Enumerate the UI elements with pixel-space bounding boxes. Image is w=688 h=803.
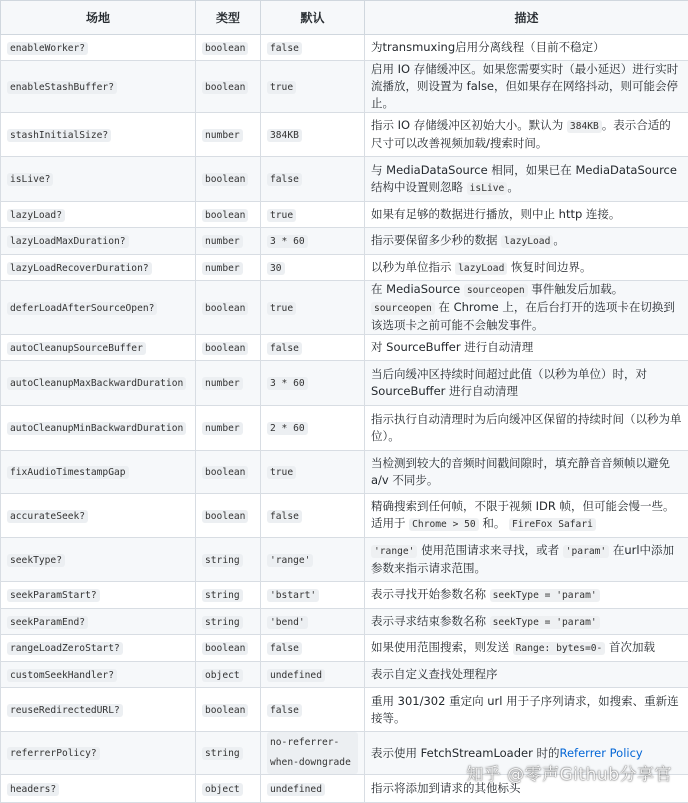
type-cell-value: object	[202, 669, 243, 682]
table-row	[1, 662, 688, 688]
description-text: 表示寻找开始参数名称	[371, 587, 490, 601]
default-cell-value: undefined	[267, 783, 325, 796]
description-cell	[365, 451, 688, 494]
description-text: 在 MediaSource	[371, 282, 464, 296]
default-cell	[261, 775, 365, 803]
type-cell-value: number	[202, 129, 243, 142]
field-cell-value: lazyLoadRecoverDuration?	[7, 262, 152, 275]
type-cell-value: number	[202, 422, 243, 435]
description-text: 。	[507, 180, 519, 194]
table-row	[1, 228, 688, 255]
description-cell	[365, 202, 688, 228]
type-cell	[196, 361, 261, 406]
field-cell	[1, 688, 196, 732]
type-cell-value: string	[202, 747, 243, 760]
default-cell-value: false	[267, 173, 302, 186]
default-cell-value: true	[267, 81, 296, 94]
type-cell	[196, 635, 261, 662]
type-cell-value: boolean	[202, 704, 248, 717]
default-cell-value: 'bend'	[267, 616, 308, 629]
inline-code: lazyLoad	[501, 235, 553, 248]
description-text: 。表示合适的尺寸可以改善视频加载/搜索时间。	[371, 118, 671, 150]
field-cell	[1, 494, 196, 538]
field-cell-value: accurateSeek?	[7, 510, 88, 523]
type-cell	[196, 202, 261, 228]
table-row	[1, 582, 688, 609]
description-cell	[365, 582, 688, 609]
inline-code: seekType = 'param'	[490, 589, 600, 602]
header-field: 场地	[1, 1, 196, 35]
field-cell-value: rangeLoadZeroStart?	[7, 642, 123, 655]
field-cell-value: seekParamStart?	[7, 589, 100, 602]
default-cell	[261, 582, 365, 609]
description-text: 表示自定义查找处理程序	[371, 667, 498, 681]
default-cell	[261, 688, 365, 732]
description-text: 表示寻求结束参数名称	[371, 614, 490, 628]
type-cell	[196, 732, 261, 775]
table-row	[1, 609, 688, 635]
field-cell-value: headers?	[7, 783, 59, 796]
type-cell	[196, 538, 261, 582]
type-cell-value: string	[202, 554, 243, 567]
field-cell-value: seekParamEnd?	[7, 616, 88, 629]
field-cell	[1, 538, 196, 582]
field-cell-value: enableWorker?	[7, 42, 88, 55]
field-cell	[1, 61, 196, 113]
default-cell	[261, 202, 365, 228]
type-cell	[196, 609, 261, 635]
inline-code: Chrome > 50	[409, 518, 479, 531]
field-cell-value: enableStashBuffer?	[7, 81, 117, 94]
default-cell-value: 'bstart'	[267, 589, 319, 602]
default-cell	[261, 732, 365, 775]
inline-code: lazyLoad	[455, 262, 507, 275]
default-cell-value: false	[267, 704, 302, 717]
field-cell	[1, 406, 196, 451]
default-cell	[261, 635, 365, 662]
field-cell	[1, 732, 196, 775]
field-cell-value: autoCleanupMaxBackwardDuration	[7, 377, 186, 390]
default-cell-value: undefined	[267, 669, 325, 682]
description-cell	[365, 335, 688, 361]
field-cell-value: stashInitialSize?	[7, 129, 111, 142]
type-cell	[196, 228, 261, 255]
default-cell	[261, 451, 365, 494]
inline-code: isLive	[467, 182, 508, 195]
header-type: 类型	[196, 1, 261, 35]
description-text: 在url中添加参数来指示请求范围。	[371, 543, 674, 575]
description-cell	[365, 538, 688, 582]
field-cell	[1, 361, 196, 406]
table-row	[1, 202, 688, 228]
type-cell	[196, 406, 261, 451]
description-cell	[365, 494, 688, 538]
field-cell	[1, 775, 196, 803]
description-text: 使用范围请求来寻找，或者	[417, 543, 562, 557]
description-text: 如果有足够的数据进行播放，则中止 http 连接。	[371, 207, 620, 221]
default-cell	[261, 662, 365, 688]
description-text: 启用 IO 存储缓冲区。如果您需要实时（最小延迟）进行实时流播放，则设置为 false，但如果存在网络抖动，则可能会停止。	[371, 62, 678, 110]
type-cell	[196, 775, 261, 803]
default-cell	[261, 494, 365, 538]
type-cell-value: boolean	[202, 209, 248, 222]
field-cell	[1, 255, 196, 281]
default-cell-value: true	[267, 209, 296, 222]
default-cell	[261, 335, 365, 361]
field-cell	[1, 609, 196, 635]
field-cell-value: autoCleanupMinBackwardDuration	[7, 422, 186, 435]
description-cell	[365, 113, 688, 157]
description-text: 指示执行自动清理时为后向缓冲区保留的持续时间（以秒为单位）。	[371, 412, 682, 443]
field-cell-value: autoCleanupSourceBuffer	[7, 342, 146, 355]
default-cell-value: true	[267, 466, 296, 479]
description-text: 指示 IO 存储缓冲区初始大小。默认为	[371, 118, 567, 132]
description-cell	[365, 157, 688, 202]
default-cell	[261, 228, 365, 255]
description-cell	[365, 361, 688, 406]
default-cell-value: 2 * 60	[267, 422, 308, 435]
inline-code: Range: bytes=0-	[513, 642, 606, 655]
type-cell-value: boolean	[202, 342, 248, 355]
description-text: 当后向缓冲区持续时间超过此值（以秒为单位）时，对 SourceBuffer 进行自动清理	[371, 367, 647, 398]
description-cell	[365, 406, 688, 451]
description-cell	[365, 255, 688, 281]
header-description: 描述	[365, 1, 688, 35]
description-cell	[365, 688, 688, 732]
type-cell	[196, 61, 261, 113]
table-row	[1, 494, 688, 538]
table-row	[1, 35, 688, 61]
field-cell	[1, 335, 196, 361]
description-text: 如果使用范围搜索，则发送	[371, 640, 513, 654]
description-text: 重用 301/302 重定向 url 用于子序列请求，如搜索、重新连接等。	[371, 694, 679, 725]
description-cell	[365, 61, 688, 113]
field-cell	[1, 113, 196, 157]
type-cell-value: string	[202, 589, 243, 602]
table-header-row	[1, 1, 688, 35]
inline-code: 'param'	[563, 545, 609, 558]
description-text: 与 MediaDataSource 相同，如果已在 MediaDataSource 结构中设置则忽略	[371, 163, 677, 194]
description-text: 精确搜索到任何帧，不限于视频 IDR 帧，但可能会慢一些。适用于	[371, 499, 675, 530]
type-cell	[196, 35, 261, 61]
type-cell	[196, 113, 261, 157]
type-cell-value: string	[202, 616, 243, 629]
type-cell	[196, 494, 261, 538]
field-cell	[1, 281, 196, 335]
type-cell-value: object	[202, 783, 243, 796]
field-cell-value: fixAudioTimestampGap	[7, 466, 129, 479]
field-cell-value: seekType?	[7, 554, 65, 567]
field-cell	[1, 202, 196, 228]
description-text: 表示使用 FetchStreamLoader 时的	[371, 746, 560, 760]
default-cell	[261, 157, 365, 202]
default-cell	[261, 538, 365, 582]
table-row	[1, 335, 688, 361]
default-cell	[261, 255, 365, 281]
table-row	[1, 635, 688, 662]
default-cell-value: false	[267, 510, 302, 523]
field-cell-value: reuseRedirectedURL?	[7, 704, 123, 717]
field-cell-value: referrerPolicy?	[7, 747, 100, 760]
description-cell	[365, 35, 688, 61]
type-cell	[196, 335, 261, 361]
default-cell	[261, 406, 365, 451]
default-cell-value: 3 * 60	[267, 377, 308, 390]
type-cell	[196, 582, 261, 609]
field-cell-value: customSeekHandler?	[7, 669, 117, 682]
field-cell	[1, 582, 196, 609]
default-cell	[261, 113, 365, 157]
type-cell-value: boolean	[202, 81, 248, 94]
default-cell	[261, 609, 365, 635]
default-cell-value: false	[267, 642, 302, 655]
type-cell	[196, 451, 261, 494]
field-cell-value: deferLoadAfterSourceOpen?	[7, 302, 157, 315]
default-cell-value: false	[267, 42, 302, 55]
default-cell-value: 30	[267, 262, 285, 275]
description-text: 恢复时间边界。	[507, 260, 591, 274]
field-cell	[1, 157, 196, 202]
field-cell	[1, 35, 196, 61]
description-text: 首次加载	[605, 640, 655, 654]
description-cell	[365, 635, 688, 662]
type-cell	[196, 157, 261, 202]
type-cell-value: number	[202, 235, 243, 248]
type-cell-value: number	[202, 377, 243, 390]
field-cell-value: lazyLoadMaxDuration?	[7, 235, 129, 248]
default-cell	[261, 61, 365, 113]
field-cell	[1, 451, 196, 494]
field-cell	[1, 635, 196, 662]
type-cell	[196, 662, 261, 688]
description-text: 事件触发后加载。	[528, 282, 624, 296]
default-cell-value: true	[267, 302, 296, 315]
description-text: 为transmuxing启用分离线程（目前不稳定）	[371, 40, 605, 54]
table-row	[1, 361, 688, 406]
inline-code: seekType = 'param'	[490, 616, 600, 629]
header-default: 默认	[261, 1, 365, 35]
table-row	[1, 538, 688, 582]
field-cell	[1, 228, 196, 255]
inline-code: 384KB	[567, 120, 602, 133]
default-cell-value: 'range'	[267, 554, 313, 567]
inline-code: FireFox Safari	[509, 518, 596, 531]
description-text: 当检测到较大的音频时间戳间隙时，填充静音音频帧以避免 a/v 不同步。	[371, 456, 670, 487]
description-cell	[365, 281, 688, 335]
type-cell	[196, 255, 261, 281]
description-text: 对 SourceBuffer 进行自动清理	[371, 340, 533, 354]
type-cell-value: boolean	[202, 173, 248, 186]
table-row	[1, 406, 688, 451]
default-cell-value: 384KB	[267, 129, 302, 142]
default-cell-value: 3 * 60	[267, 235, 308, 248]
inline-code: sourceopen	[464, 284, 528, 297]
type-cell-value: boolean	[202, 510, 248, 523]
description-cell	[365, 609, 688, 635]
type-cell-value: boolean	[202, 42, 248, 55]
table-row	[1, 157, 688, 202]
type-cell-value: boolean	[202, 466, 248, 479]
table-row	[1, 688, 688, 732]
table-row	[1, 61, 688, 113]
description-cell	[365, 228, 688, 255]
inline-code: sourceopen	[371, 302, 435, 315]
watermark: 知乎 @零声Github分享官	[466, 760, 672, 785]
field-cell-value: lazyLoad?	[7, 209, 65, 222]
default-cell	[261, 281, 365, 335]
default-cell-value: false	[267, 342, 302, 355]
description-text: 以秒为单位指示	[371, 260, 455, 274]
referrer-policy-link[interactable]: Referrer Policy	[560, 746, 643, 760]
type-cell-value: boolean	[202, 642, 248, 655]
table-row	[1, 281, 688, 335]
inline-code: 'range'	[371, 545, 417, 558]
table-row	[1, 255, 688, 281]
table-row	[1, 113, 688, 157]
field-cell	[1, 662, 196, 688]
default-cell	[261, 361, 365, 406]
field-cell-value: isLive?	[7, 173, 53, 186]
default-cell-value: no-referrer-when-downgrade	[267, 732, 358, 774]
description-cell	[365, 662, 688, 688]
description-text: 在 Chrome 上，在后台打开的选项卡在切换到该选项卡之前可能不会触发事件。	[371, 300, 675, 332]
type-cell	[196, 688, 261, 732]
type-cell-value: boolean	[202, 302, 248, 315]
description-text: 和。	[479, 516, 509, 530]
type-cell-value: number	[202, 262, 243, 275]
description-text: 指示将添加到请求的其他标头	[371, 781, 521, 795]
type-cell	[196, 281, 261, 335]
description-text: 指示要保留多少秒的数据	[371, 233, 501, 247]
default-cell	[261, 35, 365, 61]
table-row	[1, 451, 688, 494]
description-text: 。	[553, 233, 565, 247]
